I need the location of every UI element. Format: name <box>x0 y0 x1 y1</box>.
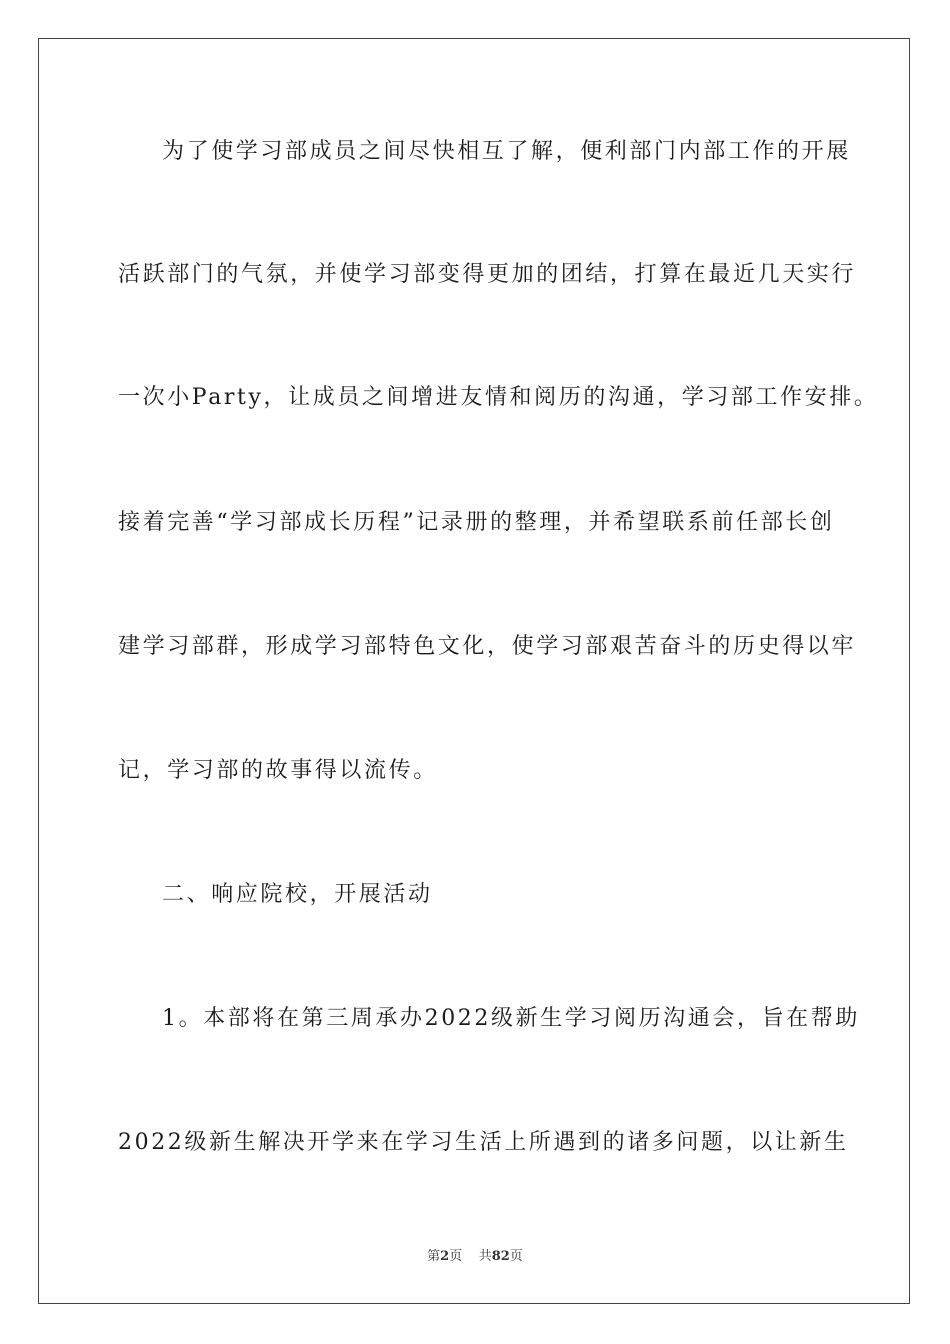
paragraph-line-8: 1。本部将在第三周承办2022级新生学习阅历沟通会，旨在帮助 <box>162 1006 860 1031</box>
section-heading: 二、响应院校，开展活动 <box>162 882 433 907</box>
total-suffix: 页 <box>509 1249 523 1264</box>
total-pages: 82 <box>491 1249 510 1264</box>
total-prefix: 共 <box>478 1249 492 1264</box>
page-suffix: 页 <box>449 1249 463 1264</box>
paragraph-line-5: 建学习部群，形成学习部特色文化，使学习部艰苦奋斗的历史得以牢 <box>118 634 857 659</box>
paragraph-line-4: 接着完善“学习部成长历程”记录册的整理，并希望联系前任部长创 <box>118 510 835 535</box>
paragraph-line-6: 记，学习部的故事得以流传。 <box>118 758 438 783</box>
page-border <box>38 38 910 1304</box>
paragraph-line-3: 一次小Party，让成员之间增进友情和阅历的沟通，学习部工作安排。 <box>118 385 879 410</box>
paragraph-line-9: 2022级新生解决开学来在学习生活上所遇到的诸多问题，以让新生 <box>118 1130 849 1155</box>
page-prefix: 第 <box>427 1249 441 1264</box>
paragraph-line-2: 活跃部门的气氛，并使学习部变得更加的团结，打算在最近几天实行 <box>118 262 857 287</box>
paragraph-line-1: 为了使学习部成员之间尽快相互了解，便利部门内部工作的开展 <box>162 139 851 164</box>
page-footer <box>0 1248 950 1266</box>
page-number: 2 <box>440 1249 450 1264</box>
